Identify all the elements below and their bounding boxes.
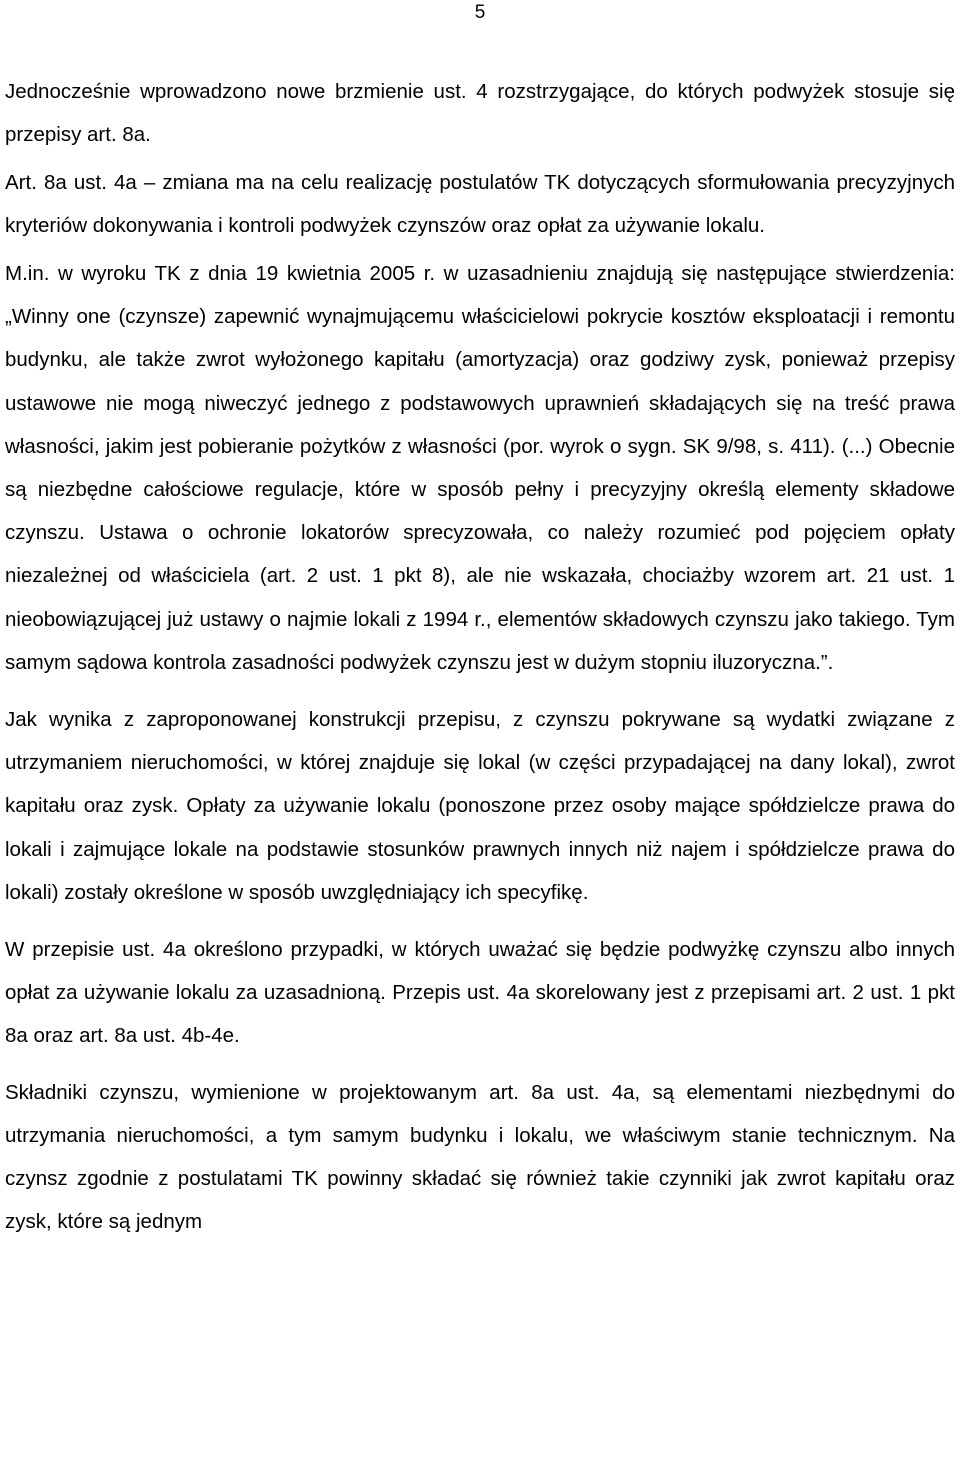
- paragraph-new-wording-ust-4: Jednocześnie wprowadzono nowe brzmienie ust. 4 rozstrzygające, do których podwyżek stosuje się przepisy art. 8a.: [5, 80, 955, 146]
- paragraph-art-8a-ust-4a: Art. 8a ust. 4a – zmiana ma na celu realizację postulatów TK dotyczących sformułowania precyzyjnych kryteriów dokonywania i kontroli podwyżek czynszów oraz opłat za używanie lokalu.: [5, 171, 955, 237]
- page-number: 5: [474, 2, 486, 23]
- paragraph-rent-components: Jak wynika z zaproponowanej konstrukcji przepisu, z czynszu pokrywane są wydatki związane z utrzymaniem nieruchomości, w której znajduje się lokal (w części przypadającej na dany lokal), zwrot kapitału oraz zysk. Opłaty za używanie lokalu (ponoszone przez osoby mające spółdzielcze prawa do lokali i zajmujące lokale na podstawie stosunków prawnych innych niż najem i spółdzielcze prawa do lokali) zostały określone w sposób uwzględniający ich specyfikę.: [5, 708, 955, 904]
- paragraph-tk-judgment-quote: M.in. w wyroku TK z dnia 19 kwietnia 2005 r. w uzasadnieniu znajdują się następujące stwierdzenia: „Winny one (czynsze) zapewnić wynajmującemu właścicielowi pokrycie kosztów eksploatacji i remontu budynku, ale także zwrot wyłożonego kapitału (amortyzacja) oraz godziwy zysk, ponieważ przepisy ustawowe nie mogą niweczyć jednego z podstawowych uprawnień składających się na treść prawa własności, jakim jest pobieranie pożytków z własności (por. wyrok o sygn. SK 9/98, s. 411). (...) Obecnie są niezbędne całościowe regulacje, które w sposób pełny i precyzyjny określą elementy składowe czynszu. Ustawa o ochronie lokatorów sprecyzowała, co należy rozumieć pod pojęciem opłaty niezależnej od właściciela (art. 2 ust. 1 pkt 8), ale nie wskazała, chociażby wzorem art. 21 ust. 1 nieobowiązującej już ustawy o najmie lokali z 1994 r., elementów składowych czynszu jako takiego. Tym samym sądowa kontrola zasadności podwyżek czynszu jest w dużym stopniu iluzoryczna.”.: [5, 262, 955, 674]
- paragraph-rent-elements: Składniki czynszu, wymienione w projektowanym art. 8a ust. 4a, są elementami niezbędnymi do utrzymania nieruchomości, a tym samym budynku i lokalu, we właściwym stanie technicznym. Na czynsz zgodnie z postulatami TK powinny składać się również takie czynniki jak zwrot kapitału oraz zysk, które są jednym: [5, 1081, 955, 1234]
- paragraph-justified-increase: W przepisie ust. 4a określono przypadki, w których uważać się będzie podwyżkę czynszu albo innych opłat za używanie lokalu za uzasadnioną. Przepis ust. 4a skorelowany jest z przepisami art. 2 ust. 1 pkt 8a oraz art. 8a ust. 4b-4e.: [5, 938, 955, 1048]
- document-body: [5, 70, 955, 1243]
